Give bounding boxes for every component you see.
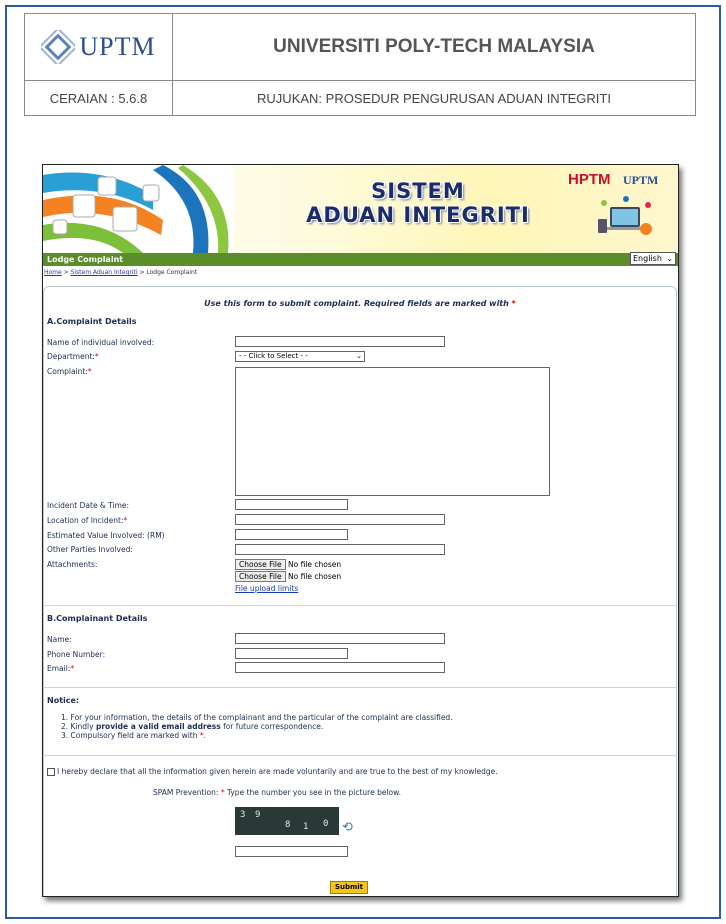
required-marker: * bbox=[511, 299, 516, 308]
ceraian-label: CERAIAN : 5.6.8 bbox=[25, 81, 173, 116]
choose-file-button[interactable]: Choose File bbox=[235, 571, 286, 582]
incident-datetime-label: Incident Date & Time: bbox=[47, 501, 130, 510]
section-divider bbox=[43, 605, 677, 606]
required-marker: * bbox=[94, 352, 99, 361]
notice-item-1: 1. For your information, the details of the complainant and the particular of the complaint are classified. bbox=[61, 713, 453, 722]
name-input[interactable] bbox=[235, 633, 445, 644]
declaration-checkbox[interactable] bbox=[47, 768, 55, 776]
spam-instruction: Type the number you see in the picture below. bbox=[226, 788, 401, 797]
other-parties-label: Other Parties Involved: bbox=[47, 545, 133, 554]
document-header bbox=[24, 13, 696, 116]
captcha-input[interactable] bbox=[235, 846, 348, 857]
required-marker: * bbox=[220, 788, 225, 797]
required-marker: * bbox=[70, 664, 75, 673]
rujukan-label: RUJUKAN: PROSEDUR PENGURUSAN ADUAN INTEGRITI bbox=[257, 91, 611, 106]
refresh-captcha-icon[interactable]: ⟲ bbox=[342, 820, 353, 835]
banner-graphic bbox=[43, 165, 233, 253]
system-title-line1: SISTEM bbox=[371, 179, 465, 203]
attachments-label: Attachments: bbox=[47, 560, 98, 569]
no-file-text: No file chosen bbox=[288, 560, 342, 569]
phone-label: Phone Number: bbox=[47, 650, 106, 659]
form-intro bbox=[43, 299, 677, 308]
breadcrumb-home-link[interactable]: Home bbox=[44, 269, 62, 276]
email-label bbox=[47, 664, 74, 673]
section-divider bbox=[43, 687, 677, 688]
complaint-textarea[interactable] bbox=[235, 367, 550, 496]
no-file-text: No file chosen bbox=[288, 572, 342, 581]
chevron-down-icon: ⌄ bbox=[666, 254, 673, 263]
breadcrumb-separator: > bbox=[137, 269, 147, 276]
hptm-logo: HPTM bbox=[568, 171, 611, 188]
uptm-logo bbox=[41, 30, 155, 64]
captcha-digit: 3 bbox=[240, 810, 246, 820]
file-upload-limits-link[interactable]: File upload limits bbox=[235, 584, 299, 593]
choose-file-button[interactable]: Choose File bbox=[235, 559, 286, 570]
email-input[interactable] bbox=[235, 662, 445, 673]
page-header-bar: Lodge Complaint bbox=[43, 253, 679, 266]
captcha-image bbox=[235, 807, 339, 835]
notice-item-2-pre: 2. Kindly bbox=[61, 722, 96, 731]
language-value: English bbox=[633, 254, 662, 263]
form-intro-text: Use this form to submit complaint. Required fields are marked with bbox=[204, 299, 509, 308]
declaration-text: I hereby declare that all the information given herein are made voluntarily and are true to the best of my knowledge. bbox=[57, 767, 498, 776]
location-input[interactable] bbox=[235, 514, 445, 525]
spam-prevention bbox=[153, 788, 401, 797]
uptm-emblem-icon bbox=[41, 30, 75, 64]
logo-cell bbox=[25, 14, 173, 81]
department-select-value: - - Click to Select - - bbox=[239, 352, 308, 360]
complaint-label bbox=[47, 367, 92, 376]
captcha-digit: 0 bbox=[323, 819, 329, 829]
notice-item-2-bold: provide a valid email address bbox=[95, 722, 221, 731]
breadcrumb-current: Lodge Complaint bbox=[146, 269, 198, 276]
email-label-text: Email: bbox=[47, 664, 71, 673]
location-label bbox=[47, 516, 127, 525]
name-individual-label: Name of individual involved: bbox=[47, 338, 155, 347]
estimated-value-input[interactable] bbox=[235, 529, 348, 540]
required-marker: * bbox=[87, 367, 92, 376]
department-label-text: Department: bbox=[47, 352, 95, 361]
devices-illustration bbox=[596, 193, 656, 241]
document-title: UNIVERSITI POLY-TECH MALAYSIA bbox=[173, 14, 695, 81]
submit-button[interactable]: Submit bbox=[330, 881, 368, 894]
notice-item-2-post: for future correspondence. bbox=[220, 722, 324, 731]
spam-label: SPAM Prevention: bbox=[153, 788, 219, 797]
required-marker: * bbox=[123, 516, 128, 525]
captcha-digit: 9 bbox=[255, 810, 261, 820]
chevron-down-icon: ⌄ bbox=[356, 352, 362, 360]
attachment-2 bbox=[235, 571, 341, 582]
section-b-heading: B.Complainant Details bbox=[47, 614, 148, 623]
name-label: Name: bbox=[47, 635, 72, 644]
required-marker: * bbox=[199, 731, 204, 740]
other-parties-input[interactable] bbox=[235, 544, 445, 555]
language-select[interactable] bbox=[630, 252, 676, 265]
notice-item-3-text: 3. Compulsory field are marked with bbox=[61, 731, 198, 740]
form-screenshot bbox=[42, 164, 679, 897]
location-label-text: Location of Incident: bbox=[47, 516, 124, 525]
breadcrumb-system-link[interactable]: Sistem Aduan Integriti bbox=[70, 269, 138, 276]
logo-wordmark: UPTM bbox=[79, 32, 156, 61]
captcha-digit: 8 bbox=[285, 820, 291, 830]
uptm-small-logo: UPTM bbox=[623, 173, 659, 187]
section-divider bbox=[43, 755, 677, 756]
department-select[interactable] bbox=[235, 351, 365, 362]
complaint-label-text: Complaint: bbox=[47, 367, 88, 376]
captcha-digit: 1 bbox=[303, 822, 309, 832]
section-a-heading: A.Complaint Details bbox=[47, 317, 137, 326]
breadcrumb bbox=[44, 269, 197, 276]
phone-input[interactable] bbox=[235, 648, 348, 659]
estimated-value-label: Estimated Value Involved: (RM) bbox=[47, 531, 165, 540]
notice-item-2 bbox=[61, 722, 323, 731]
system-title-line2: ADUAN INTEGRITI bbox=[306, 203, 530, 227]
system-banner bbox=[43, 165, 679, 253]
notice-item-3: 3. Compulsory field are marked with *. bbox=[61, 731, 207, 740]
name-individual-input[interactable] bbox=[235, 336, 445, 347]
incident-datetime-input[interactable] bbox=[235, 499, 348, 510]
system-title bbox=[303, 179, 533, 227]
attachment-1 bbox=[235, 559, 341, 570]
declaration bbox=[47, 767, 498, 776]
department-label bbox=[47, 352, 99, 361]
notice-heading: Notice: bbox=[47, 696, 80, 705]
breadcrumb-separator: > bbox=[61, 269, 71, 276]
